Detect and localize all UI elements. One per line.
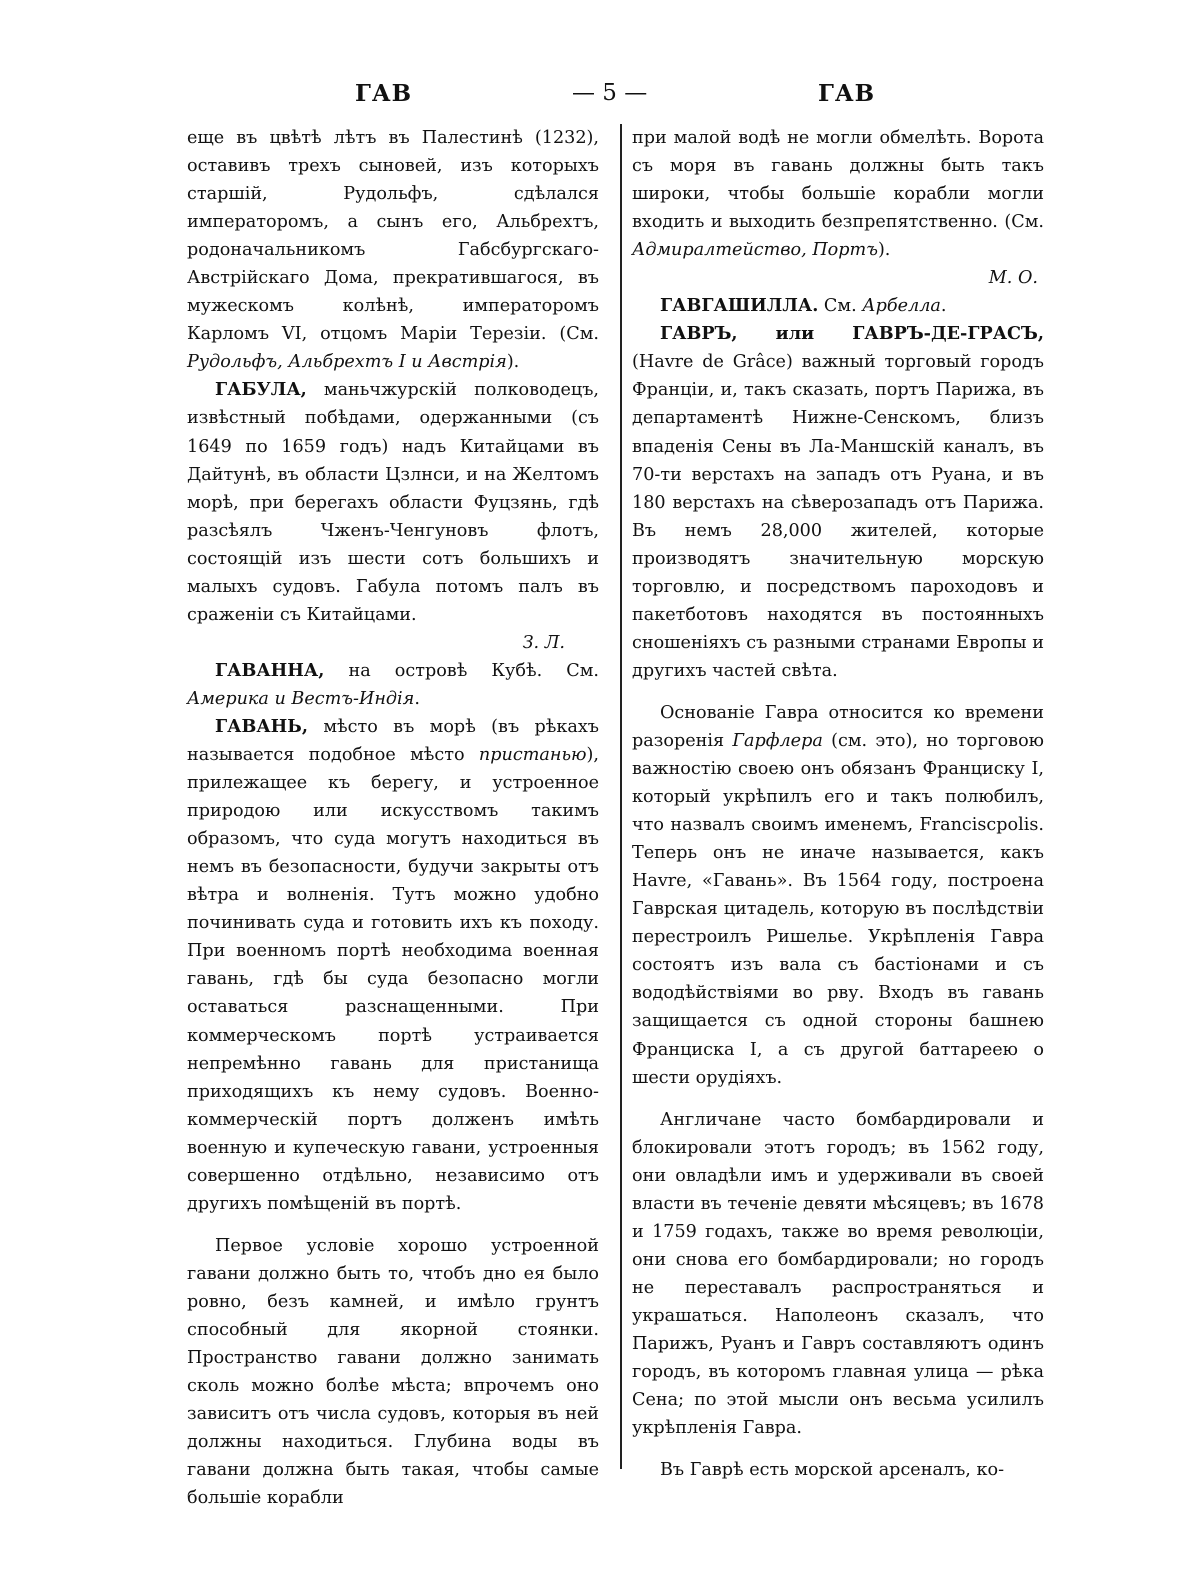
column-divider (620, 124, 622, 1469)
left-column (187, 124, 599, 1512)
cross-reference: Рудольфъ, Альбрехтъ I и Австрія (187, 352, 507, 373)
cross-reference: Адмиралтейство, Портъ (632, 240, 878, 261)
entry-gabula: ГАБУЛА, маньчжурскій полководецъ, извѣстный побѣдами, одержанными (съ 1649 по 1659 годъ) надъ Китайцами въ Дайтунѣ, въ области Цзлнси, и на Желтомъ морѣ, при берегахъ области Фуцзянь, гдѣ разсѣялъ Чженъ-Ченгуновъ флотъ, состоящій изъ шести сотъ большихъ и малыхъ судовъ. Габула потомъ палъ въ сраженіи съ Китайцами. (187, 379, 599, 625)
entry-gavgashilla: ГАВГАШИЛЛА. См. Арбелла. (660, 295, 947, 317)
entry-havana: ГАВАННА, на островѣ Кубѣ. См. Америка и Вестъ-Индія. (187, 659, 599, 709)
paragraph-condition: Первое условіе хорошо устроенной гавани должно быть то, чтобъ дно ея было ровно, безъ камней, и имѣло грунтъ способный для якорной стоянки. Пространство гавани должно занимать сколь можно болѣе мѣста; впрочемъ оно зависитъ отъ числа судовъ, которыя въ ней должны находиться. Глубина воды въ гавани должна быть такая, чтобы самые большіе корабли (187, 1235, 599, 1509)
paragraph-founding: Основаніе Гавра относится ко времени разоренія Гарфлера (см. это), но торговою важностію своею онъ обязанъ Франциску I, который укрѣпилъ его и такъ полюбилъ, что назвалъ своимъ именемъ, Franciscpolis. Теперь онъ не иначе называется, какъ Havre, «Гавань». Въ 1564 году, построена Гаврская цитадель, которую въ послѣдствіи перестроилъ Ришелье. Укрѣпленія Гавра состоятъ изъ вала съ бастіонами и съ вододѣйствіями во рву. Входъ въ гавань защищается съ одной стороны башнею Франциска I, а съ другой баттареею о шести орудіяхъ. (632, 702, 1044, 1088)
headword: ГАВРЪ, или ГАВРЪ-ДЕ-ГРАСЪ, (660, 323, 1044, 345)
cross-reference: пристанью (478, 745, 587, 766)
paragraph-english: Англичане часто бомбардировали и блокировали этотъ городъ; въ 1562 году, они овладѣли имъ и удерживали въ своей власти въ теченіе девяти мѣсяцевъ; въ 1678 и 1759 годахъ, также во время революціи, они снова его бомбардировали; но городъ не переставалъ распространяться и украшаться. Наполеонъ сказалъ, что Парижъ, Руанъ и Гавръ составляютъ одинъ городъ, въ которомъ главная улица — рѣка Сена; по этой мысли онъ весьма усилилъ укрѣпленія Гавра. (632, 1109, 1044, 1439)
headword: ГАВАННА, (215, 659, 325, 681)
headword: ГАВАНЬ, (215, 715, 308, 737)
entry-gavan: ГАВАНЬ, мѣсто въ морѣ (въ рѣкахъ называется подобное мѣсто пристанью), прилежащее къ берегу, и устроенное природою или искусствомъ такимъ образомъ, что суда могутъ находиться въ немъ въ безопасности, будучи закрыты отъ вѣтра и волненія. Тутъ можно удобно починивать суда и готовить ихъ къ походу. При военномъ портѣ необходима военная гавань, гдѣ бы суда безопасно могли оставаться разснащенными. При коммерческомъ портѣ устраивается непремѣнно гавань для пристанища приходящихъ къ нему судовъ. Военно-коммерческій портъ долженъ имѣть военную и купеческую гавани, устроенныя совершенно отдѣльно, независимо отъ другихъ помѣщеній въ портѣ. (187, 715, 599, 1214)
page-header (0, 80, 1191, 120)
author-signature: М. О. (988, 268, 1038, 289)
cross-reference: Гарфлера (732, 730, 823, 751)
entry-gavr: ГАВРЪ, или ГАВРЪ-ДЕ-ГРАСЪ, (Havre de Grâce) важный торговый городъ Франціи, и, такъ сказать, портъ Парижа, въ департаментѣ Нижне-Сенскомъ, близъ впаденія Сены въ Ла-Маншскій каналъ, въ 70-ти верстахъ на западъ отъ Руана, и въ 180 верстахъ на сѣверозападъ отъ Парижа. Въ немъ 28,000 жителей, которые производятъ значительную морскую торговлю, и посредствомъ пароходовъ и пакетботовъ находятся въ постоянныхъ сношеніяхъ съ разными странами Европы и другихъ частей свѣта. (632, 323, 1044, 681)
gavan-continuation: при малой водѣ не могли обмелѣть. Ворота съ моря въ гавань должны быть такъ широки, чтобы большіе корабли могли входить и выходить безпрепятственно. (См. Адмиралтейство, Портъ). (632, 128, 1044, 261)
headword: ГАВГАШИЛЛА. (660, 295, 819, 317)
rudolf-continuation: еще въ цвѣтѣ лѣтъ въ Палестинѣ (1232), оставивъ трехъ сыновей, изъ которыхъ старшій, Рудольфъ, сдѣлался императоромъ, а сынъ его, Альбрехтъ, родоначальникомъ Габсбургскаго-Австрійскаго Дома, прекратившагося, въ мужескомъ колѣнѣ, императоромъ Карломъ VI, отцомъ Маріи Терезіи. (См. Рудольфъ, Альбрехтъ I и Австрія). (187, 128, 599, 373)
running-head-right: ГАВ (818, 80, 876, 107)
page-number: — 5 — (572, 80, 648, 106)
headword: ГАБУЛА, (215, 379, 307, 401)
author-signature: З. Л. (522, 632, 565, 653)
cross-reference: Америка и Вестъ-Индія (187, 688, 415, 709)
cross-reference: Арбелла (862, 296, 941, 317)
right-column (632, 124, 1044, 1484)
paragraph-arsenal: Въ Гаврѣ есть морской арсеналъ, ко- (660, 1460, 1005, 1481)
running-head-left: ГАВ (355, 80, 413, 107)
